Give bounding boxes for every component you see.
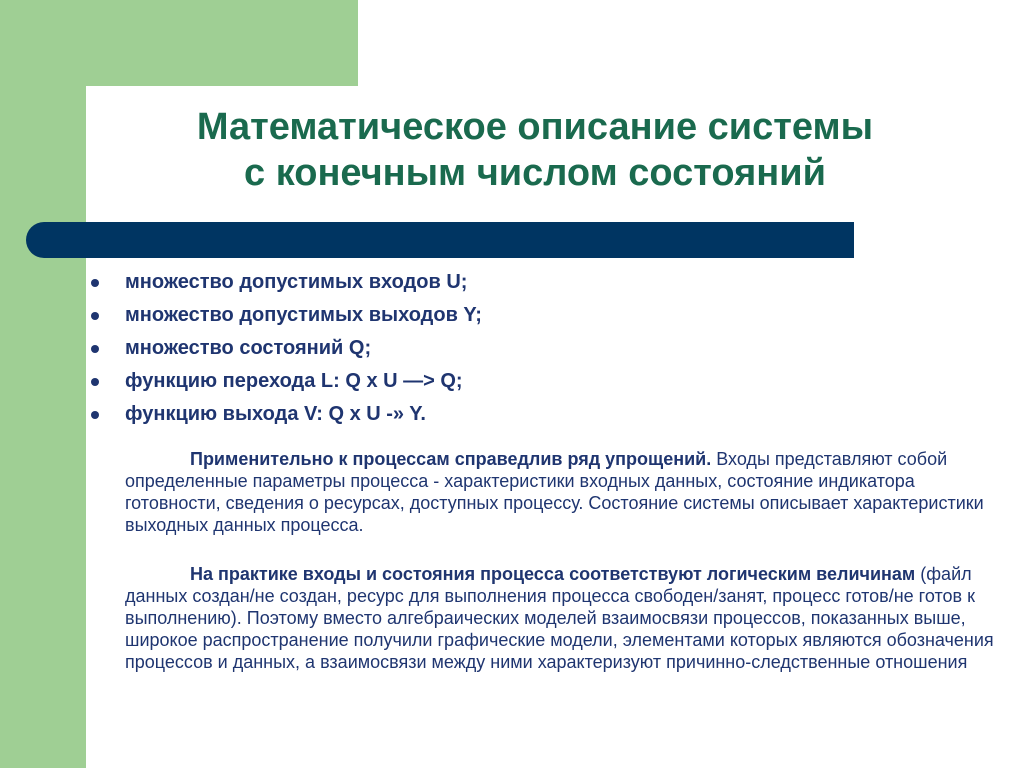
title-divider-bar: [26, 222, 854, 258]
bullet-item: [88, 398, 482, 431]
bullet-item: [88, 365, 482, 398]
bullet-text: функцию выхода V: Q x U -» Y.: [125, 403, 426, 425]
paragraph-body: Входы представляют собой определенные параметры процесса - характеристики входных данных, состояние индикатора готовности, сведения о ресурсах, доступных процессу. Состояние системы описывает характеристики выходных данных процесса.: [125, 449, 984, 535]
bullet-dot-icon: [91, 345, 99, 353]
bullet-dot-icon: [91, 378, 99, 386]
left-green-band: [0, 0, 86, 768]
bullet-item: [88, 299, 482, 332]
bullet-text: множество допустимых выходов Y;: [125, 304, 482, 326]
bullet-item: [88, 332, 482, 365]
bullet-dot-icon: [91, 312, 99, 320]
bullet-item: [88, 266, 482, 299]
paragraph-simplifications: [125, 448, 1015, 536]
slide-title: [100, 104, 970, 196]
paragraph-logical-values: [125, 563, 1015, 673]
slide-title-line1: Математическое описание системы: [196, 106, 874, 148]
bullet-text: множество состояний Q;: [125, 337, 372, 359]
top-green-corner: [86, 0, 358, 86]
bullet-dot-icon: [91, 411, 99, 419]
paragraph-lead: Применительно к процессам справедлив ряд упрощений.: [190, 449, 712, 469]
bullet-text: множество допустимых входов U;: [125, 271, 468, 293]
paragraph-lead: На практике входы и состояния процесса соответствуют логическим величинам: [190, 564, 916, 584]
bullet-dot-icon: [91, 279, 99, 287]
bullet-list: [88, 266, 482, 431]
paragraph-body: (файл данных создан/не создан, ресурс для выполнения процесса свободен/занят, процесс готов/не готов к выполнению). Поэтому вместо алгебраических моделей взаимосвязи процессов, показанных выше, широкое распространение получили графические модели, элементами которых являются обозначения процессов и данных, а взаимосвязи между ними характеризуют причинно-следственные отношения: [125, 564, 994, 672]
bullet-text: функцию перехода L: Q x U —> Q;: [125, 370, 463, 392]
slide-title-line2: с конечным числом состояний: [244, 152, 826, 194]
